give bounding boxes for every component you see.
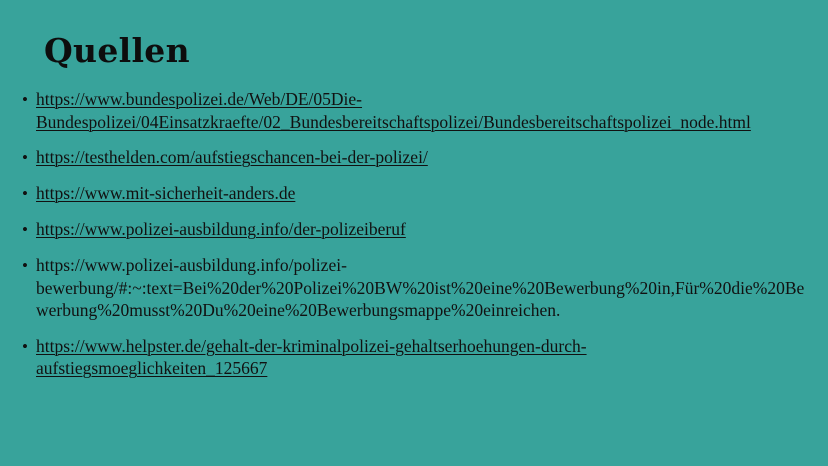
source-text: https://www.polizei-ausbildung.info/polizei-bewerbung/#:~:text=Bei%20der%20Polizei%20BW%20ist%20eine%20Bewerbung%20in,Für%20die%20Bewerbung%20musst%20Du%20eine%20Bewerbungsmappe%20einreichen. [36,255,805,320]
bullet-icon: • [22,220,28,239]
list-item [14,335,814,380]
bullet-icon: • [22,184,28,203]
page-title: Quellen [44,31,190,70]
list-item [14,88,814,133]
source-link[interactable]: https://www.bundespolizei.de/Web/DE/05Die-Bundespolizei/04Einsatzkraefte/02_Bundesbereitschaftspolizei/Bundesbereitschaftspolizei_node.html [36,89,751,132]
bullet-icon: • [22,148,28,167]
source-link[interactable]: https://www.mit-sicherheit-anders.de [36,183,296,203]
source-link[interactable]: https://www.helpster.de/gehalt-der-kriminalpolizei-gehaltserhoehungen-durch-aufstiegsmoeglichkeiten_125667 [36,335,587,378]
list-item [14,182,814,205]
list-item [14,146,814,169]
sources-list [14,88,814,393]
source-link[interactable]: https://www.polizei-ausbildung.info/der-polizeiberuf [36,219,406,239]
source-link[interactable]: https://testhelden.com/aufstiegschancen-bei-der-polizei/ [36,147,428,167]
list-item [14,218,814,241]
bullet-icon: • [22,90,28,109]
bullet-icon: • [22,256,28,275]
bullet-icon: • [22,336,28,356]
list-item [14,254,814,322]
